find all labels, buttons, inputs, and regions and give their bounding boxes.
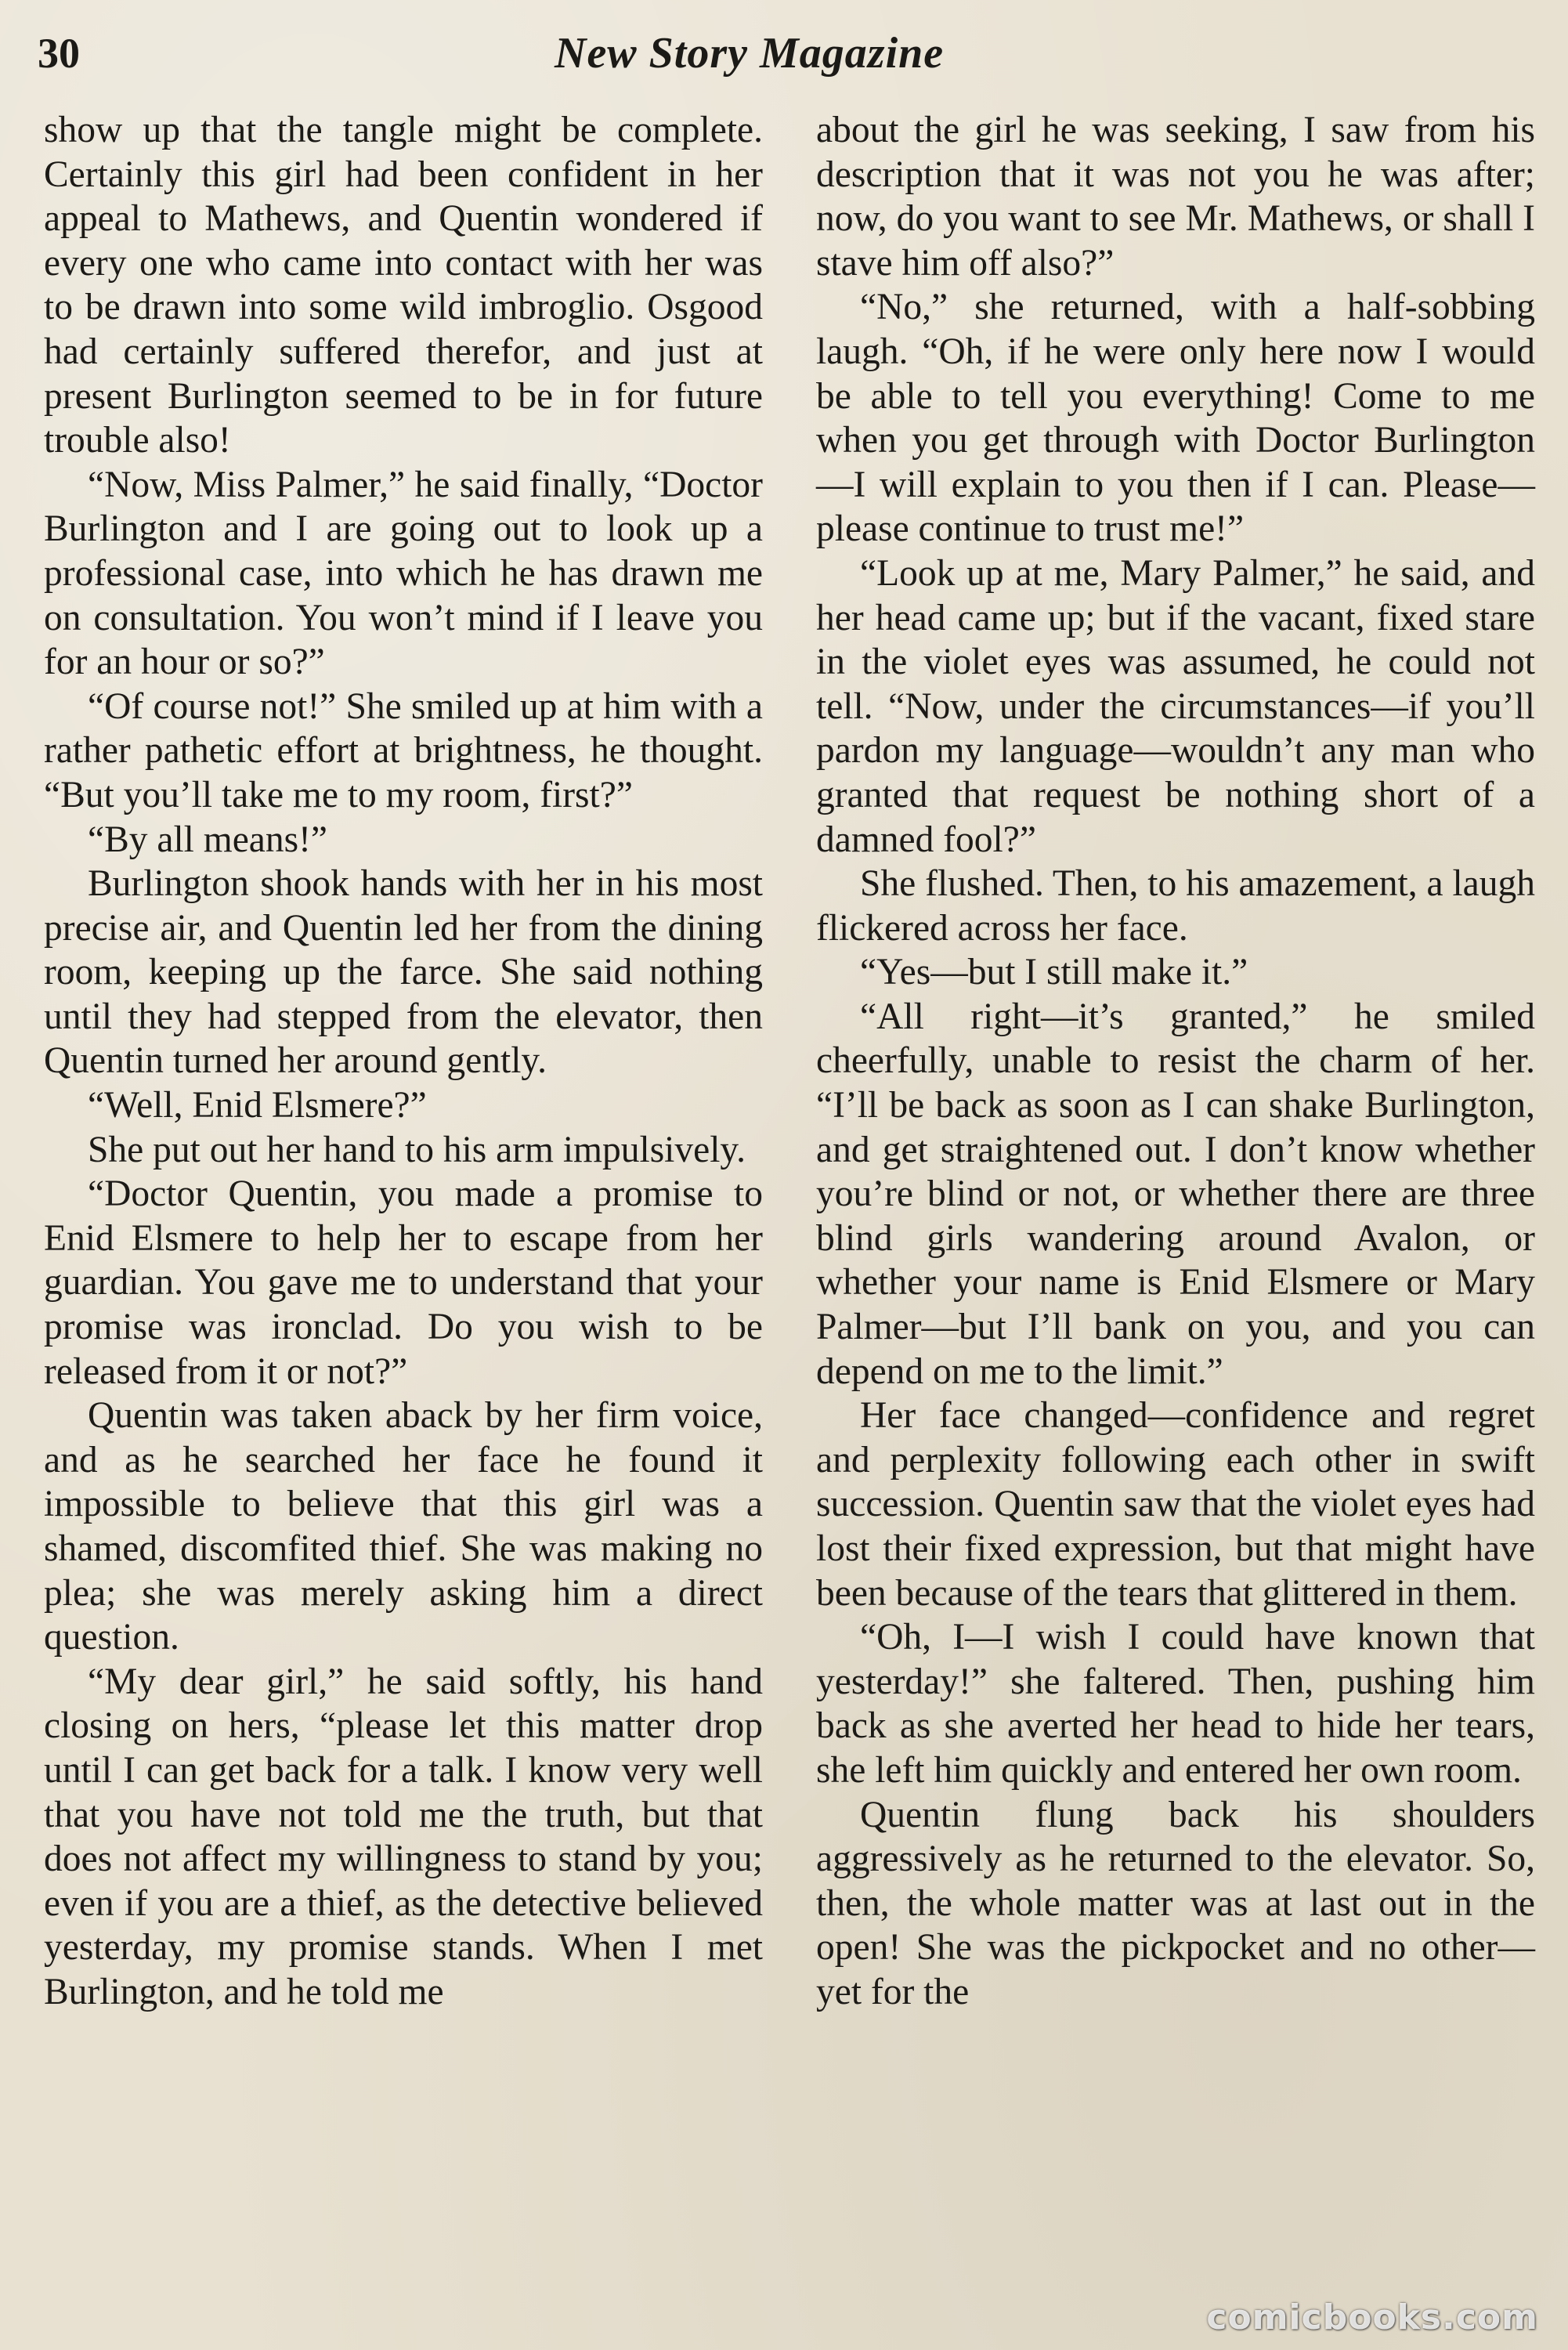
paragraph: Quentin flung back his shoulders aggressively as he returned to the elevator. So, then, the whole matter was at last out in the open! She was the pickpocket and no other—yet for the: [816, 1794, 1535, 2012]
paragraph: “No,” she returned, with a half-sobbing laugh. “Oh, if he were only here now I would be able to tell you everything! Come to me when you get through with Doctor Burlington—I will explain to you then if I can. Please—please continue to trust me!”: [816, 287, 1535, 550]
paragraph: Her face changed—confidence and regret and perplexity following each other in swift succession. Quentin saw that the violet eyes had lost their fixed expression, but that might have been because of the tears that glittered in them.: [816, 1395, 1535, 1614]
paragraph: “Well, Enid Elsmere?”: [88, 1085, 427, 1126]
page-header: [38, 22, 1530, 85]
paragraph: “All right—it’s granted,” he smiled cheerfully, unable to resist the charm of her. “I’ll be back as soon as I can shake Burlington, and get straightened out. I don’t know whether you’re blind or not, or whether there are three blind girls wandering around Avalon, or whether your name is Enid Elsmere or Mary Palmer—but I’ll bank on you, and you can depend on me to the limit.”: [816, 996, 1535, 1392]
paragraph: about the girl he was seeking, I saw from his description that it was not you he was after; now, do you want to see Mr. Mathews, or shall I stave him off also?”: [816, 110, 1535, 284]
paragraph: “Now, Miss Palmer,” he said finally, “Doctor Burlington and I are going out to look up a professional case, into which he has drawn me on consultation. You won’t mind if I leave you for an hour or so?”: [44, 464, 763, 683]
page-number: 30: [38, 30, 80, 77]
paragraph: “Of course not!” She smiled up at him with a rather pathetic effort at brightness, he thought. “But you’ll take me to my room, first?”: [44, 685, 763, 815]
paragraph: “Yes—but I still make it.”: [860, 952, 1248, 993]
left-column: [44, 108, 763, 2015]
paragraph: “By all means!”: [88, 819, 327, 860]
paragraph: Burlington shook hands with her in his most precise air, and Quentin led her from the dining room, keeping up the farce. She said nothing until they had stepped from the elevator, then Quentin turned her around gently.: [44, 863, 763, 1082]
right-column: [816, 108, 1535, 2015]
running-title: New Story Magazine: [555, 29, 945, 78]
paragraph: show up that the tangle might be complete. Certainly this girl had been confident in her appeal to Mathews, and Quentin wondered if every one who came into contact with her was to be drawn into some wild imbroglio. Osgood had certainly suffered therefor, and just at present Burlington seemed to be in for future trouble also!: [44, 110, 763, 461]
watermark: comicbooks.com: [1206, 2298, 1538, 2337]
paragraph: “Look up at me, Mary Palmer,” he said, and her head came up; but if the vacant, fixed stare in the violet eyes was assumed, he could not tell. “Now, under the circumstances—if you’ll pardon my language—wouldn’t any man who granted that request be nothing short of a damned fool?”: [816, 552, 1535, 860]
paragraph: “My dear girl,” he said softly, his hand closing on hers, “please let this matter drop until I can get back for a talk. I know very well that you have not told me the truth, but that does not affect my willingness to stand by you; even if you are a thief, as the detective believed yesterday, my promise stands. When I met Burlington, and he told me: [44, 1661, 763, 2012]
paragraph: “Oh, I—I wish I could have known that yesterday!” she faltered. Then, pushing him back as she averted her head to hide her tears, she left him quickly and entered her own room.: [816, 1617, 1535, 1791]
paragraph: She put out her hand to his arm impulsively.: [88, 1129, 746, 1170]
paragraph: She flushed. Then, to his amazement, a laugh flickered across her face.: [816, 863, 1535, 949]
paragraph: Quentin was taken aback by her firm voice, and as he searched her face he found it impossible to believe that this girl was a shamed, discomfited thief. She was making no plea; she was merely asking him a direct question.: [44, 1395, 763, 1658]
paragraph: “Doctor Quentin, you made a promise to Enid Elsmere to help her to escape from her guardian. You gave me to understand that your promise was ironclad. Do you wish to be released from it or not?”: [44, 1173, 763, 1392]
